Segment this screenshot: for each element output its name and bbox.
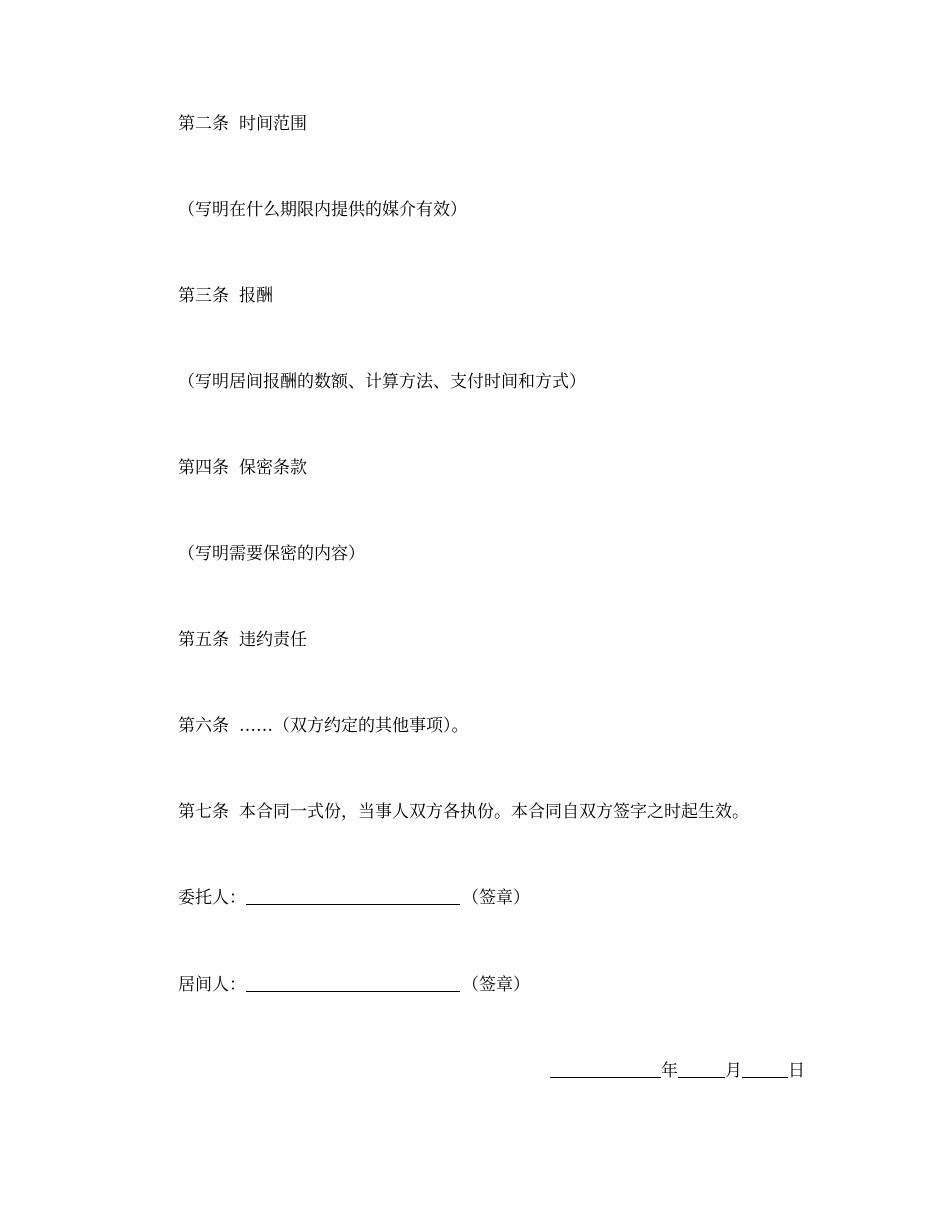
clause-5-heading: 第五条 — [178, 630, 229, 650]
clause-5-line — [178, 629, 307, 651]
intermediary-signature-line — [178, 974, 530, 996]
intermediary-seal-label: （签章） — [462, 975, 530, 995]
principal-signature-line — [178, 887, 530, 909]
clause-3-note: （写明居间报酬的数额、计算方法、支付时间和方式） — [178, 372, 586, 392]
year-label: 年 — [661, 1061, 678, 1081]
clause-6-line — [178, 715, 469, 737]
clause-7-title: 本合同一式份，当事人双方各执份。本合同自双方签字之时起生效。 — [239, 802, 749, 822]
clause-5-title: 违约责任 — [239, 630, 307, 650]
day-field[interactable] — [742, 1060, 788, 1078]
clause-2-note: （写明在什么期限内提供的媒介有效） — [178, 200, 467, 220]
clause-2-line — [178, 113, 307, 135]
month-field[interactable] — [678, 1060, 725, 1078]
principal-label: 委托人： — [178, 888, 246, 908]
clause-3-heading: 第三条 — [178, 286, 229, 306]
clause-4-note: （写明需要保密的内容） — [178, 544, 365, 564]
clause-6-title: ……（双方约定的其他事项）。 — [239, 716, 469, 736]
month-label: 月 — [725, 1061, 742, 1081]
intermediary-label: 居间人： — [178, 975, 246, 995]
clause-4-title: 保密条款 — [239, 458, 307, 478]
intermediary-signature-field[interactable] — [246, 974, 460, 992]
principal-seal-label: （签章） — [462, 888, 530, 908]
principal-signature-field[interactable] — [246, 887, 460, 905]
clause-7-heading: 第七条 — [178, 802, 229, 822]
clause-6-heading: 第六条 — [178, 716, 229, 736]
date-line — [550, 1060, 805, 1082]
clause-3-title: 报酬 — [239, 286, 273, 306]
clause-2-heading: 第二条 — [178, 114, 229, 134]
clause-2-title: 时间范围 — [239, 114, 307, 134]
clause-3-line — [178, 285, 273, 307]
year-field[interactable] — [550, 1060, 661, 1078]
clause-4-line — [178, 457, 307, 479]
clause-7-line — [178, 801, 749, 823]
day-label: 日 — [788, 1061, 805, 1081]
clause-4-heading: 第四条 — [178, 458, 229, 478]
